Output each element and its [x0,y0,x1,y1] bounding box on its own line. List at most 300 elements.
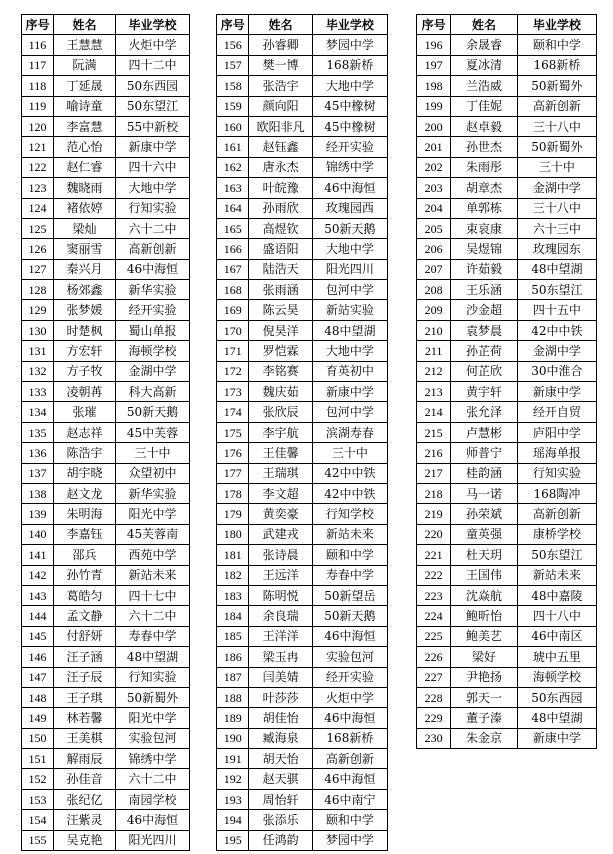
cell-school: 50东望江 [517,280,596,300]
cell-no: 221 [417,545,451,565]
cell-name: 赵钰鑫 [249,137,312,157]
cell-name: 胡宇晓 [53,463,115,483]
cell-no: 161 [217,137,249,157]
cell-no: 187 [217,667,249,687]
cell-no: 126 [22,239,54,259]
cell-no: 152 [22,769,54,789]
table-row [22,76,190,96]
cell-name: 赵文龙 [53,483,115,503]
cell-name: 樊一博 [249,55,312,75]
cell-name: 董子溱 [451,708,518,728]
cell-name: 阮满 [53,55,115,75]
table-row [217,749,388,769]
cell-no: 164 [217,198,249,218]
cell-name: 倪昊洋 [249,320,312,340]
cell-name: 邵兵 [53,545,115,565]
cell-no: 129 [22,300,54,320]
table-row [22,341,190,361]
cell-no: 149 [22,708,54,728]
cell-name: 胡佳怡 [249,708,312,728]
cell-name: 孙荣斌 [451,504,518,524]
table-row [217,55,388,75]
cell-no: 171 [217,341,249,361]
table-row [217,789,388,809]
cell-name: 赵仁睿 [53,157,115,177]
header-school: 毕业学校 [517,15,596,35]
table-row [417,647,597,667]
table-row [417,239,597,259]
cell-school: 48中望湖 [312,320,387,340]
cell-school: 科大高新 [116,382,190,402]
table-row [417,504,597,524]
cell-name: 汪子涵 [53,647,115,667]
header-name: 姓名 [53,15,115,35]
cell-name: 张允泽 [451,402,518,422]
cell-no: 166 [217,239,249,259]
cell-school: 50新蜀外 [116,687,190,707]
cell-name: 臧海泉 [249,728,312,748]
cell-school: 高新创新 [517,504,596,524]
cell-name: 张雨涵 [249,280,312,300]
cell-school: 45中橡树 [312,96,387,116]
table-row [22,687,190,707]
table-row [417,35,597,55]
table-row [22,647,190,667]
table-row [417,443,597,463]
cell-no: 206 [417,239,451,259]
cell-school: 55中新校 [116,116,190,136]
table-row [22,606,190,626]
table-row [417,320,597,340]
cell-school: 行知实验 [116,198,190,218]
cell-school: 三十八中 [517,116,596,136]
table-row [417,565,597,585]
cell-no: 193 [217,789,249,809]
cell-no: 118 [22,76,54,96]
cell-school: 168新桥 [517,55,596,75]
header-school: 毕业学校 [116,15,190,35]
header-name: 姓名 [451,15,518,35]
cell-name: 李富慧 [53,116,115,136]
header-no: 序号 [417,15,451,35]
cell-name: 喻诗童 [53,96,115,116]
cell-school: 50新天鹅 [116,402,190,422]
cell-name: 王慧慧 [53,35,115,55]
cell-school: 48中望湖 [517,708,596,728]
cell-name: 杜天玥 [451,545,518,565]
cell-no: 180 [217,524,249,544]
cell-school: 新华实验 [116,483,190,503]
table-row [417,422,597,442]
cell-no: 227 [417,667,451,687]
table-row [417,116,597,136]
cell-name: 张浩宇 [249,76,312,96]
cell-no: 230 [417,728,451,748]
cell-no: 229 [417,708,451,728]
table-row [217,341,388,361]
table-row [22,585,190,605]
cell-school: 金湖中学 [517,178,596,198]
cell-school: 阳光中学 [116,504,190,524]
cell-no: 192 [217,769,249,789]
table-row [22,830,190,850]
cell-no: 197 [417,55,451,75]
table-row [217,606,388,626]
cell-school: 大地中学 [312,239,387,259]
table-row [217,626,388,646]
cell-school: 梦园中学 [312,830,387,850]
cell-no: 132 [22,361,54,381]
cell-name: 吴克艳 [53,830,115,850]
table-row [22,749,190,769]
cell-no: 226 [417,647,451,667]
cell-no: 168 [217,280,249,300]
cell-no: 163 [217,178,249,198]
cell-school: 168新桥 [312,55,387,75]
table-row [217,647,388,667]
table-row [22,402,190,422]
table-row [22,178,190,198]
cell-name: 陈浩宇 [53,443,115,463]
table-row [22,382,190,402]
table-row [217,35,388,55]
table-row [417,463,597,483]
cell-school: 50新蜀外 [517,137,596,157]
cell-no: 195 [217,830,249,850]
cell-name: 何芷欣 [451,361,518,381]
cell-no: 174 [217,402,249,422]
table-row [217,585,388,605]
table-row [217,504,388,524]
cell-school: 48中望湖 [116,647,190,667]
cell-school: 行知实验 [116,667,190,687]
cell-school: 42中中铁 [312,483,387,503]
table-row [217,667,388,687]
roster-table-1 [21,14,190,851]
cell-school: 经开实验 [312,137,387,157]
cell-no: 154 [22,810,54,830]
cell-name: 陆浩天 [249,259,312,279]
cell-no: 122 [22,157,54,177]
cell-school: 实验包河 [116,728,190,748]
table-row [217,483,388,503]
table-row [417,382,597,402]
cell-name: 窦丽雪 [53,239,115,259]
table-row [22,218,190,238]
cell-no: 123 [22,178,54,198]
cell-name: 夏冰清 [451,55,518,75]
cell-school: 四十二中 [116,55,190,75]
cell-school: 阳光四川 [312,259,387,279]
cell-no: 155 [22,830,54,850]
cell-no: 183 [217,585,249,605]
cell-school: 金湖中学 [116,361,190,381]
table-row [22,667,190,687]
cell-no: 151 [22,749,54,769]
header-no: 序号 [22,15,54,35]
cell-no: 133 [22,382,54,402]
table-row [22,422,190,442]
table-row [22,198,190,218]
cell-no: 169 [217,300,249,320]
cell-school: 众望初中 [116,463,190,483]
cell-school: 三十中 [312,443,387,463]
cell-school: 新康中学 [312,382,387,402]
cell-school: 46中海恒 [312,626,387,646]
cell-no: 176 [217,443,249,463]
cell-no: 223 [417,585,451,605]
cell-name: 孙佳音 [53,769,115,789]
table-row [417,198,597,218]
cell-no: 218 [417,483,451,503]
cell-name: 王远洋 [249,565,312,585]
cell-no: 162 [217,157,249,177]
cell-no: 178 [217,483,249,503]
cell-school: 庐阳中学 [517,422,596,442]
table-row [417,708,597,728]
cell-name: 张梦媛 [53,300,115,320]
cell-school: 实验包河 [312,647,387,667]
table-row [417,259,597,279]
cell-school: 50新天鹅 [312,218,387,238]
cell-school: 四十五中 [517,300,596,320]
cell-name: 胡天怡 [249,749,312,769]
table-row [217,545,388,565]
cell-no: 198 [417,76,451,96]
cell-school: 新康中学 [517,728,596,748]
header-no: 序号 [217,15,249,35]
cell-no: 131 [22,341,54,361]
cell-no: 203 [417,178,451,198]
cell-no: 186 [217,647,249,667]
cell-school: 高新创新 [517,96,596,116]
cell-name: 陈明悦 [249,585,312,605]
cell-school: 168陶冲 [517,483,596,503]
table-row [417,687,597,707]
cell-school: 50东望江 [116,96,190,116]
cell-no: 146 [22,647,54,667]
cell-name: 束哀康 [451,218,518,238]
cell-name: 赵志祥 [53,422,115,442]
cell-no: 188 [217,687,249,707]
cell-no: 147 [22,667,54,687]
cell-school: 经开自贸 [517,402,596,422]
cell-no: 134 [22,402,54,422]
cell-name: 葛皓匀 [53,585,115,605]
cell-school: 新康中学 [517,382,596,402]
table-row [217,300,388,320]
table-row [417,218,597,238]
cell-name: 孙竹青 [53,565,115,585]
cell-no: 215 [417,422,451,442]
cell-name: 李嘉钰 [53,524,115,544]
cell-school: 滨湖寿春 [312,422,387,442]
cell-no: 142 [22,565,54,585]
table-row [417,96,597,116]
cell-name: 孟文静 [53,606,115,626]
cell-name: 黄宇轩 [451,382,518,402]
cell-name: 汪子辰 [53,667,115,687]
header-row [417,15,597,35]
cell-school: 六十二中 [116,218,190,238]
cell-name: 尹艳扬 [451,667,518,687]
cell-no: 124 [22,198,54,218]
cell-school: 45中芙蓉 [116,422,190,442]
cell-no: 150 [22,728,54,748]
table-row [417,361,597,381]
cell-name: 李宇航 [249,422,312,442]
cell-name: 朱明海 [53,504,115,524]
table-row [217,402,388,422]
cell-no: 182 [217,565,249,585]
cell-name: 师普宁 [451,443,518,463]
cell-school: 康桥学校 [517,524,596,544]
cell-no: 148 [22,687,54,707]
cell-no: 120 [22,116,54,136]
table-row [22,504,190,524]
cell-school: 寿春中学 [312,565,387,585]
cell-school: 玫瑰园东 [517,239,596,259]
table-row [217,198,388,218]
cell-school: 50新望岳 [312,585,387,605]
cell-no: 175 [217,422,249,442]
cell-no: 205 [417,218,451,238]
cell-name: 孙世杰 [451,137,518,157]
cell-name: 罗恺霖 [249,341,312,361]
header-school: 毕业学校 [312,15,387,35]
table-row [217,524,388,544]
table-row [22,708,190,728]
cell-no: 208 [417,280,451,300]
cell-name: 陈云昊 [249,300,312,320]
table-row [417,76,597,96]
cell-school: 46中南宁 [312,789,387,809]
table-row [417,524,597,544]
table-row [417,585,597,605]
cell-name: 童英强 [451,524,518,544]
header-name: 姓名 [249,15,312,35]
table-row [417,341,597,361]
cell-school: 行知学校 [312,504,387,524]
table-row [22,361,190,381]
cell-no: 184 [217,606,249,626]
cell-no: 128 [22,280,54,300]
cell-no: 196 [417,35,451,55]
cell-name: 王瑞琪 [249,463,312,483]
cell-name: 鲍昕怡 [451,606,518,626]
cell-school: 南园学校 [116,789,190,809]
cell-name: 高煜钦 [249,218,312,238]
cell-school: 46中海恒 [116,259,190,279]
cell-school: 海顿学校 [517,667,596,687]
cell-name: 赵卓毅 [451,116,518,136]
table-row [417,280,597,300]
table-row [22,728,190,748]
cell-school: 瑶海单报 [517,443,596,463]
cell-name: 梁好 [451,647,518,667]
cell-name: 秦兴月 [53,259,115,279]
roster-table-3 [416,14,597,749]
table-row [22,524,190,544]
cell-no: 145 [22,626,54,646]
cell-school: 经开实验 [312,667,387,687]
cell-name: 梁玉冉 [249,647,312,667]
table-row [22,55,190,75]
cell-school: 六十二中 [116,606,190,626]
table-row [22,545,190,565]
cell-no: 222 [417,565,451,585]
table-row [22,280,190,300]
cell-name: 李文超 [249,483,312,503]
table-row [217,728,388,748]
table-row [217,218,388,238]
cell-school: 46中海恒 [312,178,387,198]
cell-school: 42中中铁 [312,463,387,483]
cell-school: 新站未来 [116,565,190,585]
cell-school: 六十二中 [116,769,190,789]
cell-name: 武建戎 [249,524,312,544]
cell-name: 丁佳妮 [451,96,518,116]
cell-name: 鲍美艺 [451,626,518,646]
cell-no: 157 [217,55,249,75]
table-row [217,96,388,116]
cell-name: 单郭栋 [451,198,518,218]
cell-no: 191 [217,749,249,769]
cell-school: 50东望江 [517,545,596,565]
cell-no: 137 [22,463,54,483]
cell-name: 时楚枫 [53,320,115,340]
table-row [22,116,190,136]
table-row [417,178,597,198]
cell-school: 四十六中 [116,157,190,177]
table-row [22,320,190,340]
cell-name: 汪紫灵 [53,810,115,830]
cell-school: 168新桥 [312,728,387,748]
roster-table-2 [216,14,388,851]
cell-no: 167 [217,259,249,279]
cell-name: 丁延晟 [53,76,115,96]
cell-school: 锦绣中学 [312,157,387,177]
cell-no: 207 [417,259,451,279]
cell-no: 165 [217,218,249,238]
cell-school: 三十八中 [517,198,596,218]
cell-name: 方子牧 [53,361,115,381]
cell-school: 六十三中 [517,218,596,238]
cell-no: 185 [217,626,249,646]
cell-no: 141 [22,545,54,565]
cell-school: 50东西园 [116,76,190,96]
cell-school: 45中橡树 [312,116,387,136]
cell-school: 新站未来 [312,524,387,544]
table-row [22,443,190,463]
cell-name: 王洋洋 [249,626,312,646]
cell-no: 130 [22,320,54,340]
cell-no: 219 [417,504,451,524]
cell-name: 余晟睿 [451,35,518,55]
table-row [217,810,388,830]
header-row [217,15,388,35]
cell-no: 160 [217,116,249,136]
cell-no: 199 [417,96,451,116]
cell-school: 46中海恒 [312,769,387,789]
cell-school: 46中南区 [517,626,596,646]
cell-name: 闫美婧 [249,667,312,687]
cell-no: 194 [217,810,249,830]
cell-no: 135 [22,422,54,442]
table-row [217,259,388,279]
cell-no: 116 [22,35,54,55]
cell-no: 214 [417,402,451,422]
